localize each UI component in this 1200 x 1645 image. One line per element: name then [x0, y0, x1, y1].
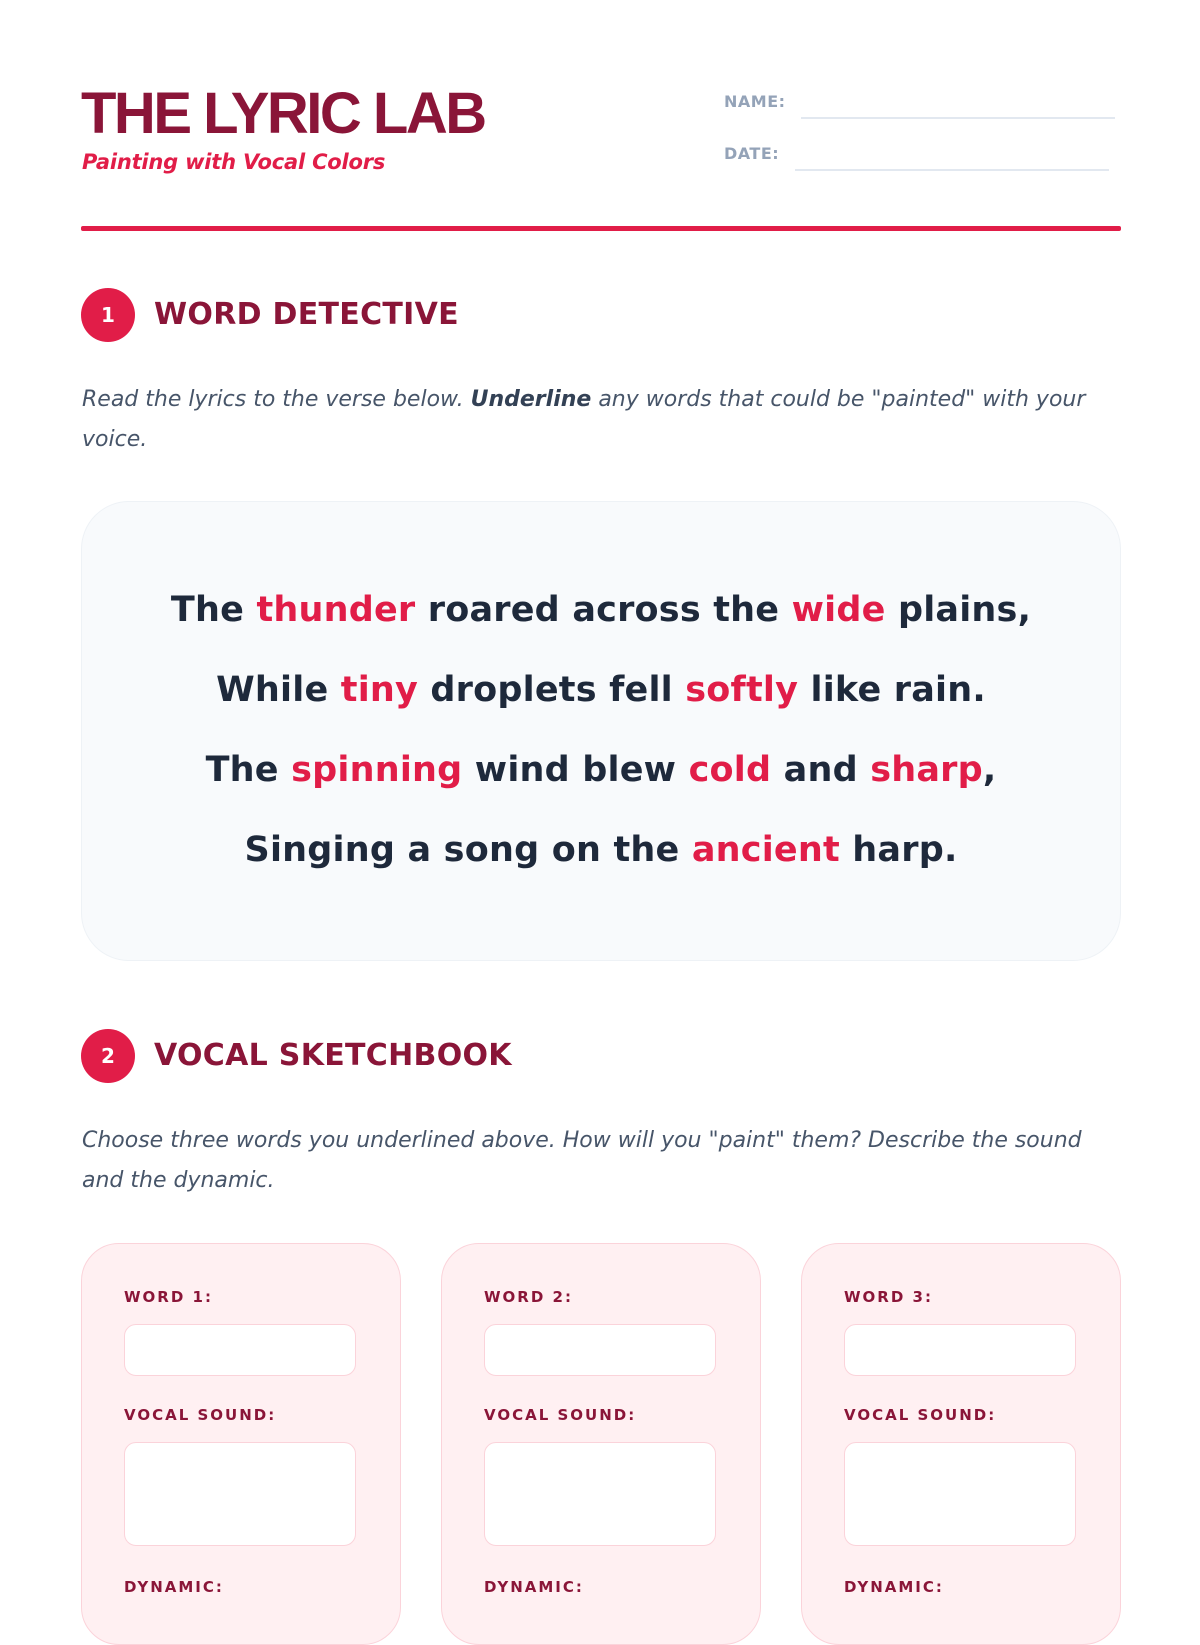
- lyric-text: While: [216, 670, 341, 710]
- worksheet-title: THE LYRIC LAB: [81, 81, 485, 146]
- lyric-text: and: [771, 750, 871, 790]
- worksheet-subtitle: Painting with Vocal Colors: [82, 150, 386, 174]
- highlighted-word: spinning: [291, 750, 463, 790]
- instructions-text-start: Read the lyrics to the verse below.: [82, 387, 471, 412]
- lyric-line: [82, 590, 1120, 630]
- word-label: WORD 1:: [124, 1288, 213, 1306]
- name-label: NAME:: [724, 92, 786, 111]
- lyric-text: harp.: [839, 830, 958, 870]
- date-label: DATE:: [724, 144, 780, 163]
- vocal-sound-label: VOCAL SOUND:: [124, 1406, 277, 1424]
- section-title-vocal-sketchbook: VOCAL SKETCHBOOK: [154, 1038, 512, 1073]
- highlighted-word: softly: [685, 670, 799, 710]
- section-title-word-detective: WORD DETECTIVE: [154, 297, 459, 332]
- vocal-sound-input[interactable]: [484, 1442, 716, 1546]
- lyric-text: Singing a song on the: [244, 830, 692, 870]
- dynamic-label: DYNAMIC:: [844, 1578, 944, 1596]
- dynamic-label: DYNAMIC:: [484, 1578, 584, 1596]
- step-badge-2: 2: [81, 1029, 135, 1083]
- vocal-sound-label: VOCAL SOUND:: [844, 1406, 997, 1424]
- lyric-text: wind blew: [462, 750, 689, 790]
- highlighted-word: cold: [688, 750, 772, 790]
- header-divider: [81, 226, 1121, 231]
- lyrics-box: [81, 501, 1121, 961]
- word-detective-instructions: [82, 380, 1122, 460]
- section-word-detective: [81, 288, 781, 342]
- name-line[interactable]: [801, 117, 1115, 119]
- vocal-sketchbook-instructions: Choose three words you underlined above. How will you "paint" them? Describe the sound and the dynamic.: [82, 1128, 1082, 1193]
- lyric-line: [82, 750, 1120, 790]
- word-input[interactable]: [124, 1324, 356, 1376]
- instructions-text-end: any words that could be "painted" with your voice.: [82, 387, 1086, 452]
- step-badge-1: 1: [81, 288, 135, 342]
- word-input[interactable]: [844, 1324, 1076, 1376]
- section-vocal-sketchbook: [81, 1029, 781, 1083]
- lyric-text: The: [205, 750, 292, 790]
- name-field: [724, 88, 1121, 118]
- lyric-text: plains,: [885, 590, 1032, 630]
- lyric-text: The: [170, 590, 257, 630]
- lyric-text: like rain.: [798, 670, 986, 710]
- word-label: WORD 2:: [484, 1288, 573, 1306]
- highlighted-word: ancient: [691, 830, 840, 870]
- date-field: [724, 140, 1121, 170]
- date-line[interactable]: [795, 169, 1109, 171]
- highlighted-word: thunder: [256, 590, 416, 630]
- word-input[interactable]: [484, 1324, 716, 1376]
- word-card-1: [81, 1243, 401, 1645]
- lyric-text: droplets fell: [418, 670, 686, 710]
- word-card-2: [441, 1243, 761, 1645]
- word-label: WORD 3:: [844, 1288, 933, 1306]
- word-card-3: [801, 1243, 1121, 1645]
- highlighted-word: tiny: [340, 670, 419, 710]
- vocal-sound-input[interactable]: [124, 1442, 356, 1546]
- lyric-text: ,: [982, 750, 997, 790]
- highlighted-word: sharp: [870, 750, 983, 790]
- vocal-sound-label: VOCAL SOUND:: [484, 1406, 637, 1424]
- instructions-emphasis: Underline: [470, 387, 592, 412]
- lyric-text: roared across the: [415, 590, 792, 630]
- lyric-line: [82, 670, 1120, 710]
- lyric-line: [82, 830, 1120, 870]
- highlighted-word: wide: [791, 590, 886, 630]
- vocal-sound-input[interactable]: [844, 1442, 1076, 1546]
- dynamic-label: DYNAMIC:: [124, 1578, 224, 1596]
